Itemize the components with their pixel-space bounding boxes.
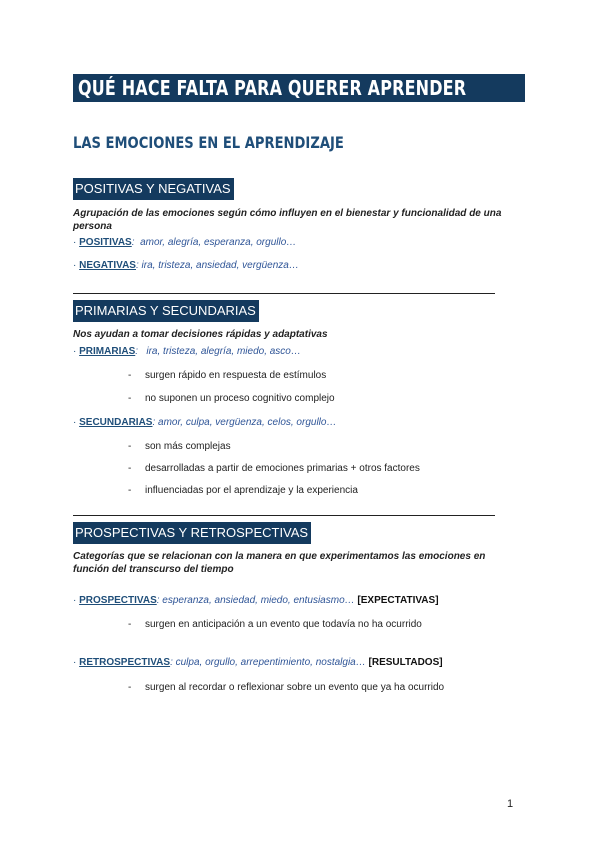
section-heading-positivas-negativas: POSITIVAS Y NEGATIVAS [73, 178, 234, 200]
item-label: SECUNDARIAS [79, 417, 153, 428]
dash-marker: - [128, 463, 132, 474]
sub-item [128, 462, 420, 476]
sub-item-text: surgen en anticipación a un evento que todavía no ha ocurrido [145, 619, 422, 630]
item-label: PRIMARIAS [79, 346, 136, 357]
item-label: PROSPECTIVAS [79, 595, 157, 606]
list-item-positivas [73, 236, 296, 250]
item-examples: esperanza, ansiedad, miedo, entusiasmo… [159, 595, 358, 606]
topic-code: T2 [568, 76, 592, 100]
item-label: NEGATIVAS [79, 260, 136, 271]
document-title-bar [73, 74, 592, 102]
sub-item [128, 392, 335, 406]
dash-marker: - [128, 393, 132, 404]
sub-item-text: influenciadas por el aprendizaje y la experiencia [145, 485, 358, 496]
item-examples: amor, alegría, esperanza, orgullo… [134, 237, 297, 248]
sub-item-text: no suponen un proceso cognitivo complejo [145, 393, 335, 404]
item-category-tag: [RESULTADOS] [368, 657, 443, 668]
list-item-prospectivas [73, 594, 439, 608]
item-separator: : [170, 657, 173, 668]
section-description: Nos ayudan a tomar decisiones rápidas y adaptativas [73, 329, 328, 340]
sub-item-text: desarrolladas a partir de emociones primarias + otros factores [145, 463, 420, 474]
bullet-dot: · [73, 237, 77, 248]
item-examples: ira, tristeza, ansiedad, vergüenza… [138, 260, 299, 271]
item-label: RETROSPECTIVAS [79, 657, 171, 668]
sub-item [128, 618, 422, 632]
sub-item [128, 484, 358, 498]
item-examples: amor, culpa, vergüenza, celos, orgullo… [155, 417, 337, 428]
item-separator: : [135, 346, 139, 357]
bullet-dot: · [73, 346, 77, 357]
sub-item-text: surgen rápido en respuesta de estímulos [145, 370, 327, 381]
item-separator: : [131, 237, 135, 248]
section-divider [73, 293, 495, 294]
item-separator: : [152, 417, 156, 428]
sub-item [128, 440, 231, 454]
list-item-retrospectivas [73, 656, 443, 670]
bullet-dot: · [73, 260, 77, 271]
item-separator: : [156, 595, 160, 606]
section-divider [73, 515, 495, 516]
item-category-tag: [EXPECTATIVAS] [357, 595, 439, 606]
list-item-negativas [73, 259, 299, 273]
dash-marker: - [128, 370, 132, 381]
page-number: 1 [507, 798, 514, 810]
sub-item [128, 369, 326, 383]
sub-item-text: son más complejas [145, 441, 231, 452]
item-label: POSITIVAS [79, 237, 132, 248]
bullet-dot: · [73, 657, 77, 668]
dash-marker: - [128, 619, 132, 630]
sub-item [128, 681, 444, 695]
section-description: Categorías que se relacionan con la manera en que experimentamos las emociones en función del transcurso del tiempo [73, 551, 486, 575]
bullet-dot: · [73, 417, 77, 428]
item-examples: ira, tristeza, alegría, miedo, asco… [138, 346, 301, 357]
section-heading-prospectivas-retrospectivas: PROSPECTIVAS Y RETROSPECTIVAS [73, 522, 311, 544]
document-subtitle: LAS EMOCIONES EN EL APRENDIZAJE [73, 133, 344, 152]
sub-item-text: surgen al recordar o reflexionar sobre un evento que ya ha ocurrido [145, 682, 445, 693]
item-examples: culpa, orgullo, arrepentimiento, nostalgia… [172, 657, 369, 668]
dash-marker: - [128, 682, 132, 693]
section-description: Agrupación de las emociones según cómo influyen en el bienestar y funcionalidad de una persona [73, 208, 502, 232]
item-separator: : [135, 260, 139, 271]
dash-marker: - [128, 485, 132, 496]
document-title: QUÉ HACE FALTA PARA QUERER APRENDER [78, 76, 467, 100]
dash-marker: - [128, 441, 132, 452]
bullet-dot: · [73, 595, 77, 606]
section-heading-primarias-secundarias: PRIMARIAS Y SECUNDARIAS [73, 300, 259, 322]
list-item-primarias [73, 345, 301, 359]
list-item-secundarias [73, 416, 336, 430]
